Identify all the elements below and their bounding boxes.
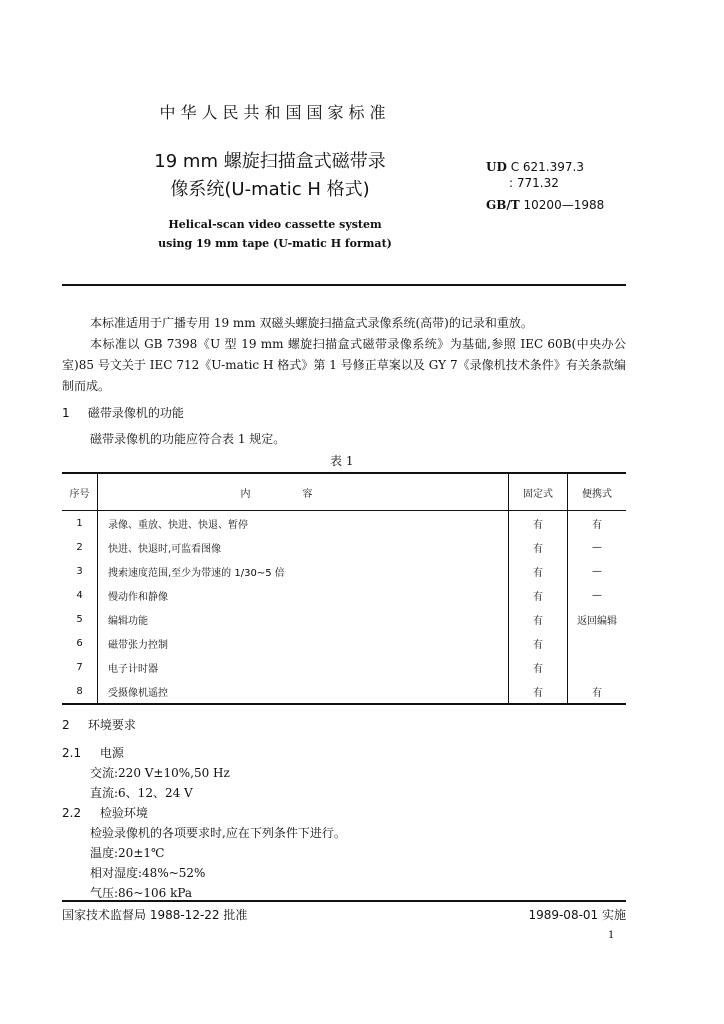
row-portable: 有 [568, 679, 627, 704]
row-content: 录像、重放、快进、快退、暂停 [98, 511, 509, 536]
table-header-row [62, 473, 626, 511]
national-standard-heading: 中华人民共和国国家标准 [159, 103, 391, 122]
header-divider [62, 284, 626, 286]
row-number: 2 [62, 535, 98, 559]
effective-date: 1989-08-01 实施 [528, 908, 626, 922]
function-table [62, 472, 626, 705]
table-caption: 表 1 [330, 454, 354, 468]
row-portable [568, 655, 627, 679]
udc-label: UD [486, 160, 507, 174]
table-row [62, 535, 626, 559]
row-fixed: 有 [509, 655, 568, 679]
table-row [62, 679, 626, 704]
table-row [62, 655, 626, 679]
approval-date: 国家技术监督局 1988-12-22 批准 [62, 908, 248, 922]
section-2-heading [62, 716, 136, 733]
row-content: 慢动作和静像 [98, 583, 509, 607]
test-conditions-text: 检验录像机的各项要求时,应在下列条件下进行。 [90, 826, 346, 840]
intro-paragraph-1: 本标准适用于广播专用 19 mm 双磁头螺旋扫描盒式录像系统(高带)的记录和重放。 [90, 316, 533, 330]
column-header-fixed: 固定式 [509, 473, 568, 511]
row-fixed: 有 [509, 679, 568, 704]
row-content: 搜索速度范围,至少为带速的 1/30~5 倍 [98, 559, 509, 583]
row-content: 电子计时器 [98, 655, 509, 679]
table-row [62, 559, 626, 583]
section-2-1-heading [62, 744, 124, 761]
section-1-text: 磁带录像机的功能应符合表 1 规定。 [90, 432, 286, 446]
column-header-content: 内容 [98, 473, 509, 511]
row-portable: — [592, 541, 602, 553]
row-fixed: 有 [509, 535, 568, 559]
row-number: 1 [62, 511, 98, 536]
temperature-spec: 温度:20±1℃ [90, 846, 165, 860]
title-english-line2: using 19 mm tape (U-matic H format) [158, 237, 392, 250]
row-portable: — [592, 589, 602, 601]
section-2-title: 环境要求 [87, 718, 136, 732]
row-content: 磁带张力控制 [98, 631, 509, 655]
column-header-portable: 便携式 [568, 473, 627, 511]
row-number: 8 [62, 679, 98, 704]
section-1-title: 磁带录像机的功能 [87, 406, 184, 420]
row-number: 3 [62, 559, 98, 583]
row-fixed: 有 [509, 607, 568, 631]
section-2-number: 2 [62, 718, 70, 732]
standard-value: 10200—1988 [523, 198, 605, 212]
pressure-spec: 气压:86~106 kPa [90, 886, 193, 900]
ac-power-spec: 交流:220 V±10%,50 Hz [90, 766, 230, 780]
footer-divider [62, 900, 626, 902]
dc-power-spec: 直流:6、12、24 V [90, 786, 193, 800]
row-fixed: 有 [509, 631, 568, 655]
row-portable: 返回编辑 [577, 615, 617, 627]
row-fixed: 有 [509, 511, 568, 536]
section-1-number: 1 [62, 406, 70, 420]
row-portable: 有 [592, 519, 602, 531]
section-2-1-number: 2.1 [62, 746, 82, 760]
udc-code-continuation: : 771.32 [509, 176, 559, 190]
section-2-2-title: 检验环境 [99, 806, 148, 820]
udc-code [486, 160, 584, 174]
intro-paragraph-2: 本标准以 GB 7398《U 型 19 mm 螺旋扫描盒式磁带录像系统》为基础,参照 IEC 60B(中央办公室)85 号文关于 IEC 712《U-matic H 格式》第 1 号修正草案以及 GY 7《录像机技术条件》有关条款编制而成。 [62, 337, 626, 393]
row-portable [568, 631, 627, 655]
title-english-line1: Helical-scan video cassette system [168, 218, 382, 231]
table-row [62, 583, 626, 607]
row-content: 受摄像机遥控 [98, 679, 509, 704]
humidity-spec: 相对湿度:48%~52% [90, 866, 206, 880]
row-number: 5 [62, 607, 98, 631]
table-row [62, 511, 626, 536]
row-number: 7 [62, 655, 98, 679]
row-number: 4 [62, 583, 98, 607]
row-portable: — [592, 565, 602, 577]
title-chinese-line2: 像系统(U-matic H 格式) [170, 179, 370, 200]
row-fixed: 有 [509, 559, 568, 583]
row-fixed: 有 [509, 583, 568, 607]
section-2-2-number: 2.2 [62, 806, 82, 820]
section-2-1-title: 电源 [99, 746, 124, 760]
section-1-heading [62, 404, 184, 421]
table-row [62, 631, 626, 655]
row-content: 快进、快退时,可监看图像 [98, 535, 509, 559]
table-row [62, 607, 626, 631]
page-number: 1 [608, 930, 615, 941]
standard-number [486, 198, 604, 212]
section-2-2-heading [62, 804, 148, 821]
standard-label: GB/T [486, 198, 520, 212]
column-header-no: 序号 [62, 473, 98, 511]
row-content: 编辑功能 [98, 607, 509, 631]
row-number: 6 [62, 631, 98, 655]
udc-value: C 621.397.3 [510, 160, 584, 174]
title-chinese-line1: 19 mm 螺旋扫描盒式磁带录 [154, 151, 386, 172]
